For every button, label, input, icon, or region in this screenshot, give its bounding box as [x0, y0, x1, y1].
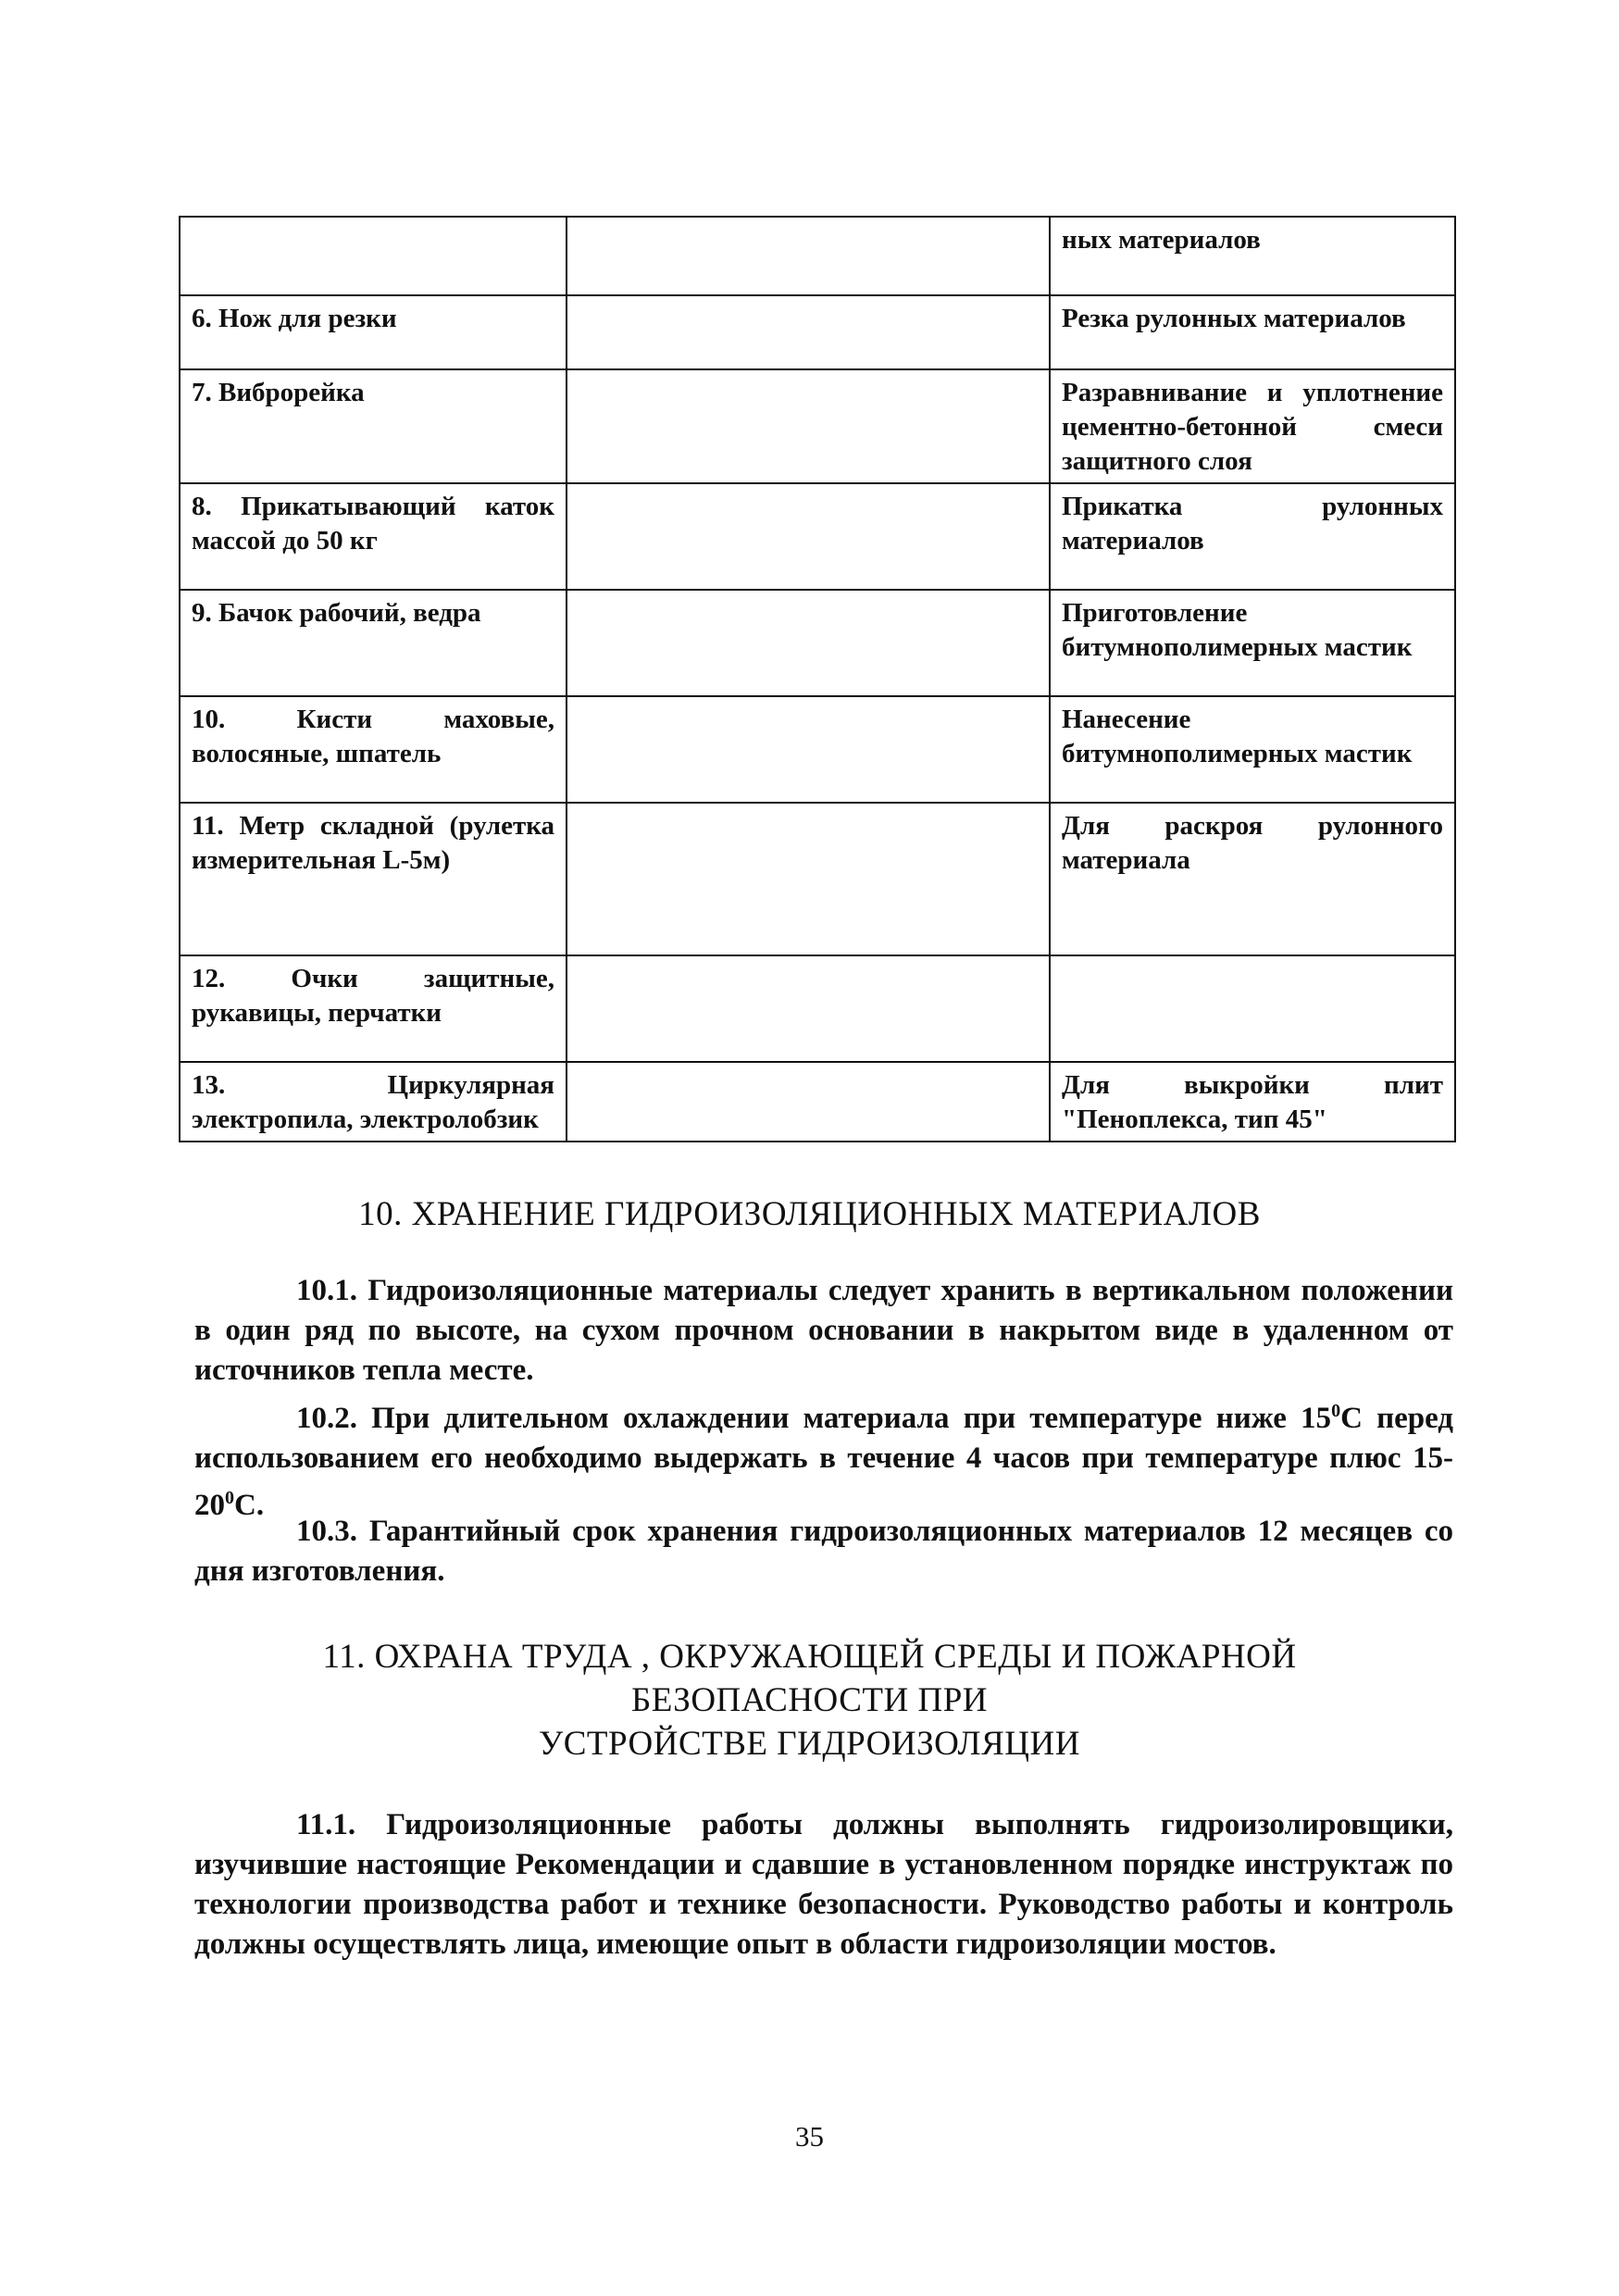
tool-purpose-cell — [1050, 955, 1455, 1062]
tool-name-cell — [180, 217, 567, 295]
degree-superscript: 0 — [1331, 1401, 1341, 1421]
tool-name-cell: 8. Прикатывающий каток массой до 50 кг — [180, 483, 567, 590]
table-row — [180, 955, 1455, 1062]
tool-purpose-cell: Нанесение битумнополимерных мастик — [1050, 696, 1455, 803]
empty-cell — [567, 295, 1050, 369]
tool-name-cell: 9. Бачок рабочий, ведра — [180, 590, 567, 696]
empty-cell — [567, 483, 1050, 590]
table-row — [180, 696, 1455, 803]
tool-name-cell: 6. Нож для резки — [180, 295, 567, 369]
tools-table — [179, 216, 1456, 1142]
tools-table-body — [180, 217, 1455, 1142]
tool-name-cell: 12. Очки защитные, рукавицы, перчатки — [180, 955, 567, 1062]
tool-purpose-cell: Для выкройки плит "Пеноплекса, тип 45" — [1050, 1062, 1455, 1142]
table-row — [180, 369, 1455, 483]
empty-cell — [567, 369, 1050, 483]
page-number: 35 — [795, 2120, 824, 2152]
paragraph-10-2-text: 10.2. При длительном охлаждении материала при температуре ниже 15 — [296, 1402, 1332, 1435]
tool-purpose-cell: Прикатка рулонных материалов — [1050, 483, 1455, 590]
paragraph-10-1: 10.1. Гидроизоляционные материалы следует хранить в вертикальном положении в один ряд по высоте, на сухом прочном основании в накрытом виде в удаленном от источников тепла месте. — [194, 1274, 1453, 1387]
empty-cell — [567, 696, 1050, 803]
table-row — [180, 483, 1455, 590]
section-11-title-line-1: 11. ОХРАНА ТРУДА , ОКРУЖАЮЩЕЙ СРЕДЫ И ПОЖАРНОЙ — [322, 1638, 1297, 1676]
empty-cell — [567, 217, 1050, 295]
table-row — [180, 590, 1455, 696]
tool-purpose-cell: Для раскроя рулонного материала — [1050, 803, 1455, 955]
tool-name-cell: 10. Кисти маховые, волосяные, шпатель — [180, 696, 567, 803]
tool-name-cell: 13. Циркулярная электропила, электролобзик — [180, 1062, 567, 1142]
tool-purpose-cell: Приготовление битумнополимерных мастик — [1050, 590, 1455, 696]
table-row — [180, 803, 1455, 955]
paragraph-10-2 — [194, 1391, 1453, 1526]
table-row — [180, 295, 1455, 369]
empty-cell — [567, 590, 1050, 696]
section-10-title: 10. ХРАНЕНИЕ ГИДРОИЗОЛЯЦИОННЫХ МАТЕРИАЛОВ — [358, 1195, 1261, 1233]
tool-purpose-cell: Разравнивание и уплотнение цементно-бетонной смеси защитного слоя — [1050, 369, 1455, 483]
paragraph-11-1: 11.1. Гидроизоляционные работы должны выполнять гидроизолировщики, изучившие настоящие Рекомендации и сдавшие в установленном порядке инструктаж по технологии производства работ и технике безопасности. Руководство работы и контроль должны осуществлять лица, имеющие опыт в области гидроизоляции мостов. — [194, 1808, 1453, 1961]
paragraph-10-2-text: С. — [234, 1489, 265, 1522]
tool-name-cell: 7. Виброрейка — [180, 369, 567, 483]
tool-name-cell: 11. Метр складной (рулетка измерительная L-5м) — [180, 803, 567, 955]
table-row — [180, 217, 1455, 295]
section-11-title-line-2: БЕЗОПАСНОСТИ ПРИ — [631, 1681, 988, 1719]
degree-superscript: 0 — [225, 1488, 234, 1508]
paragraph-10-2-text: С перед использованием его необходимо выдержать в течение 4 часов при температуре плюс 15-20 — [194, 1402, 1453, 1522]
paragraph-10-3: 10.3. Гарантийный срок хранения гидроизоляционных материалов 12 месяцев со дня изготовления. — [194, 1515, 1453, 1588]
section-11-title-line-3: УСТРОЙСТВЕ ГИДРОИЗОЛЯЦИИ — [539, 1725, 1080, 1763]
empty-cell — [567, 1062, 1050, 1142]
tool-purpose-cell: Резка рулонных материалов — [1050, 295, 1455, 369]
table-row — [180, 1062, 1455, 1142]
empty-cell — [567, 803, 1050, 955]
empty-cell — [567, 955, 1050, 1062]
tool-purpose-cell: ных материалов — [1050, 217, 1455, 295]
